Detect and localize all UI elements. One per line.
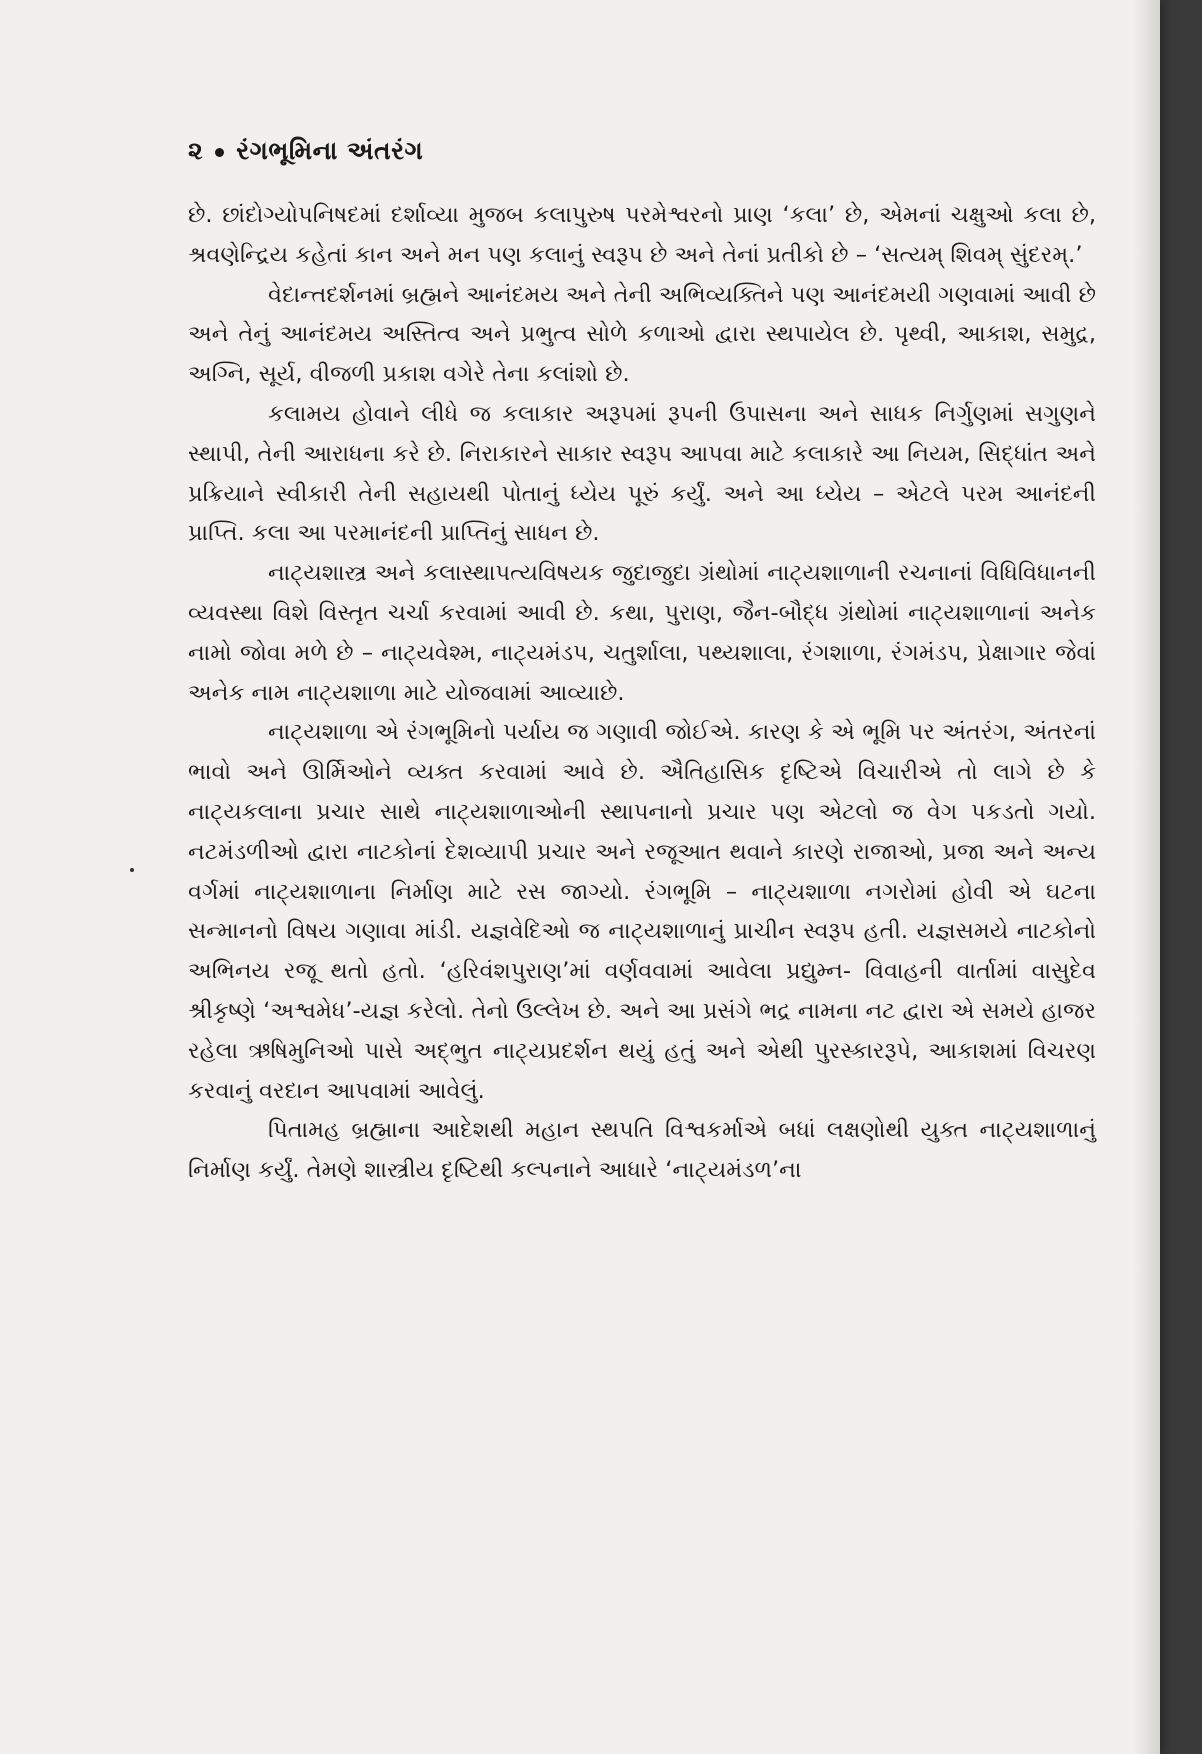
body-text [188, 196, 1096, 1191]
paragraph: પિતામહ બ્રહ્માના આદેશથી મહાન સ્થપતિ વિશ્વકર્માએ બધાં લક્ષણોથી યુક્ત નાટ્યશાળાનું નિર્માણ કર્યું. તેમણે શાસ્ત્રીય દૃષ્ટિથી કલ્પનાને આધારે ‘નાટ્યમંડળ’ના [188, 1117, 1096, 1184]
margin-dot-mark [130, 868, 134, 872]
page-number: ૨ [188, 136, 204, 165]
paragraph: નાટ્યશાળા એ રંગભૂમિનો પર્યાય જ ગણાવી જોઈએ. કારણ કે એ ભૂમિ પર અંતરંગ, અંતરનાં ભાવો અને ઊર્મિઓને વ્યક્ત કરવામાં આવે છે. ઐતિહાસિક દૃષ્ટિએ વિચારીએ તો લાગે છે કે નાટ્યકલાના પ્રચાર સાથે નાટ્યશાળાઓની સ્થાપનાનો પ્રચાર પણ એટલો જ વેગ પકડતો ગયો. નટમંડળીઓ દ્વારા નાટકોનાં દેશવ્યાપી પ્રચાર અને રજૂઆત થવાને કારણે રાજાઓ, પ્રજા અને અન્ય વર્ગમાં નાટ્યશાળાના નિર્માણ માટે રસ જાગ્યો. રંગભૂમિ – નાટ્યશાળા નગરોમાં હોવી એ ઘટના સન્માનનો વિષય ગણાવા માંડી. યજ્ઞવેદિઓ જ નાટ્યશાળાનું પ્રાચીન સ્વરૂપ હતી. યજ્ઞસમયે નાટકોનો અભિનય રજૂ થતો હતો. ‘હરિવંશપુરાણ’માં વર્ણવવામાં આવેલા પ્રદ્યુમ્ન- વિવાહની વાર્તામાં વાસુદેવ શ્રીકૃષ્ણે ‘અશ્વમેધ’-યજ્ઞ કરેલો. તેનો ઉલ્લેખ છે. અને આ પ્રસંગે ભદ્ર નામના નટ દ્વારા એ સમયે હાજર રહેલા ઋષિમુનિઓ પાસે અદ્‌ભુત નાટ્યપ્રદર્શન થયું હતું અને એથી પુરસ્કારરૂપે, આકાશમાં વિચરણ કરવાનું વરદાન આપવામાં આવેલું. [188, 719, 1096, 1104]
running-header [188, 136, 423, 166]
running-title: રંગભૂમિના અંતરંગ [236, 136, 424, 165]
paragraph: વેદાન્તદર્શનમાં બ્રહ્મને આનંદમય અને તેની અભિવ્યક્તિને પણ આનંદમયી ગણવામાં આવી છે અને તેનું આનંદમય અસ્તિત્વ અને પ્રભુત્વ સોળે કળાઓ દ્વારા સ્થપાયેલ છે. પૃથ્વી, આકાશ, સમુદ્ર, અગ્નિ, સૂર્ય, વીજળી પ્રકાશ વગેરે તેના કલાંશો છે. [188, 281, 1096, 388]
paragraph: નાટ્યશાસ્ત્ર અને કલાસ્થાપત્યવિષયક જુદાજુદા ગ્રંથોમાં નાટ્યશાળાની રચનાનાં વિધિવિધાનની વ્યવસ્થા વિશે વિસ્તૃત ચર્ચા કરવામાં આવી છે. કથા, પુરાણ, જૈન-બૌદ્ધ ગ્રંથોમાં નાટ્યશાળાનાં અનેક નામો જોવા મળે છે – નાટ્યવેશ્મ, નાટ્યમંડપ, ચતુર્શાલા, પથ્યશાલા, રંગશાળા, રંગમંડપ, પ્રેક્ષાગાર જેવાં અનેક નામ નાટ્યશાળા માટે યોજવામાં આવ્યાછે. [188, 560, 1096, 706]
bullet-separator-icon [215, 148, 224, 157]
paragraph: છે. છાંદોગ્યોપનિષદમાં દર્શાવ્યા મુજબ કલાપુરુષ પરમેશ્વરનો પ્રાણ ‘કલા’ છે, એમનાં ચક્ષુઓ કલા છે, શ્રવણેન્દ્રિય કહેતાં કાન અને મન પણ કલાનું સ્વરૂપ છે અને તેનાં પ્રતીકો છે – ‘સત્યમ્ શિવમ્ સુંદરમ્.’ [188, 202, 1096, 268]
paragraph: કલામય હોવાને લીધે જ કલાકાર અરૂપમાં રૂપની ઉપાસના અને સાધક નિર્ગુણમાં સગુણને સ્થાપી, તેની આરાધના કરે છે. નિરાકારને સાકાર સ્વરૂપ આપવા માટે કલાકારે આ નિયમ, સિદ્ધાંત અને પ્રક્રિયાને સ્વીકારી તેની સહાયથી પોતાનું ધ્યેય પૂરું કર્યું. અને આ ધ્યેય – એટલે પરમ આનંદની પ્રાપ્તિ. કલા આ પરમાનંદની પ્રાપ્તિનું સાધન છે. [188, 400, 1096, 547]
